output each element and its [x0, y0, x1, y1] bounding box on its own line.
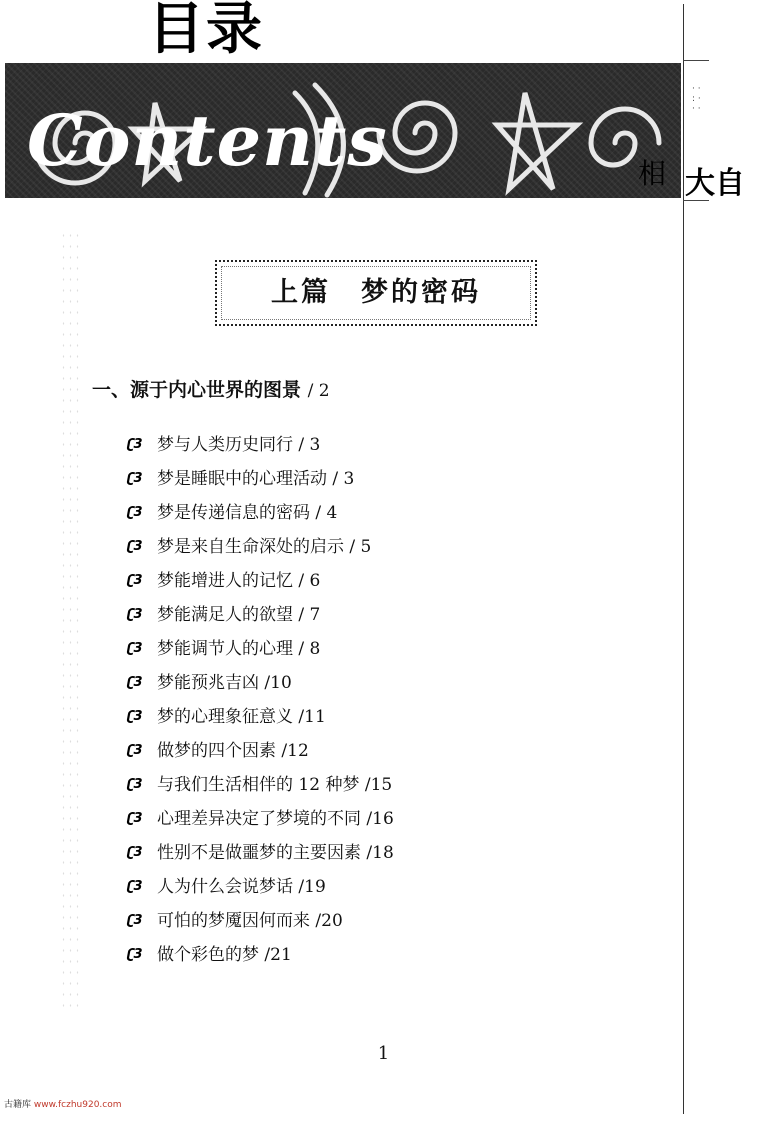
- side-fragment-large: 大自: [685, 166, 745, 201]
- toc-entry-page: / 3: [332, 469, 355, 489]
- toc-entry[interactable]: [127, 802, 394, 836]
- toc-entry-page: /10: [264, 673, 292, 693]
- footer-label: 古籍库: [4, 1100, 32, 1110]
- toc-entry-page: / 7: [298, 605, 321, 625]
- bullet-icon: ʗ3: [127, 437, 142, 452]
- chapter-page: / 2: [307, 381, 330, 401]
- bullet-icon: ʗ3: [127, 913, 142, 928]
- bullet-icon: ʗ3: [127, 845, 142, 860]
- toc-entry[interactable]: [127, 666, 394, 700]
- toc-entry[interactable]: [127, 768, 394, 802]
- toc-entry-title: 梦能预兆吉凶: [157, 673, 259, 693]
- toc-entry[interactable]: [127, 462, 394, 496]
- side-tick: [683, 60, 709, 61]
- toc-entry[interactable]: [127, 428, 394, 462]
- toc-entry-title: 可怕的梦魇因何而来: [157, 911, 310, 931]
- toc-entry-page: /15: [364, 775, 393, 795]
- page-number: 1: [377, 1043, 390, 1064]
- page-title: 目录: [148, 0, 264, 62]
- bullet-icon: ʗ3: [127, 709, 142, 724]
- chapter-heading: [92, 377, 330, 404]
- toc-entry-page: / 3: [298, 435, 321, 455]
- bullet-icon: ʗ3: [127, 811, 142, 826]
- toc-entry-title: 梦是传递信息的密码: [157, 503, 310, 523]
- footer-site: www.fczhu920.com: [33, 1100, 122, 1110]
- toc-entry-page: /21: [264, 945, 292, 965]
- toc-entry[interactable]: [127, 530, 394, 564]
- bullet-icon: ʗ3: [127, 947, 142, 962]
- contents-banner: [5, 63, 681, 198]
- toc-entry-title: 与我们生活相伴的 12 种梦: [157, 775, 360, 795]
- toc-entry-title: 梦是来自生命深处的启示: [157, 537, 344, 557]
- toc-entry[interactable]: [127, 632, 394, 666]
- side-fragment-small: 相: [638, 157, 667, 190]
- toc-entry[interactable]: [127, 870, 394, 904]
- toc-entry[interactable]: [127, 734, 394, 768]
- toc-entry-page: / 5: [349, 537, 372, 557]
- toc-entry-page: /16: [366, 809, 394, 829]
- toc-entry-title: 性别不是做噩梦的主要因素: [157, 843, 361, 863]
- toc-list: [127, 428, 394, 972]
- toc-entry[interactable]: [127, 836, 394, 870]
- contents-banner-word: Contents: [27, 99, 388, 182]
- toc-entry-page: /19: [298, 877, 326, 897]
- toc-entry[interactable]: [127, 700, 394, 734]
- toc-entry-title: 做个彩色的梦: [157, 945, 259, 965]
- toc-entry-page: /18: [366, 843, 394, 863]
- toc-entry-title: 梦与人类历史同行: [157, 435, 293, 455]
- bullet-icon: ʗ3: [127, 539, 142, 554]
- toc-entry-page: /20: [315, 911, 343, 931]
- toc-entry-page: / 8: [298, 639, 321, 659]
- side-specks: · · : · · ·: [692, 84, 701, 114]
- bullet-icon: ʗ3: [127, 505, 142, 520]
- toc-entry-page: / 4: [315, 503, 338, 523]
- bullet-icon: ʗ3: [127, 879, 142, 894]
- toc-entry-title: 心理差异决定了梦境的不同: [157, 809, 361, 829]
- toc-entry[interactable]: [127, 938, 394, 972]
- chapter-title: 一、源于内心世界的图景: [92, 379, 302, 401]
- page-edge-divider: [683, 4, 684, 1114]
- bullet-icon: ʗ3: [127, 641, 142, 656]
- bullet-icon: ʗ3: [127, 675, 142, 690]
- toc-entry-page: / 6: [298, 571, 321, 591]
- toc-entry-page: /11: [298, 707, 326, 727]
- toc-entry[interactable]: [127, 496, 394, 530]
- bullet-icon: ʗ3: [127, 573, 142, 588]
- footer-watermark: [4, 1097, 122, 1110]
- bullet-icon: ʗ3: [127, 471, 142, 486]
- toc-entry-title: 梦能满足人的欲望: [157, 605, 293, 625]
- toc-entry[interactable]: [127, 904, 394, 938]
- toc-entry-page: /12: [281, 741, 309, 761]
- toc-entry-title: 梦能调节人的心理: [157, 639, 293, 659]
- bullet-icon: ʗ3: [127, 607, 142, 622]
- section-title: 上篇 梦的密码: [271, 277, 481, 308]
- toc-entry-title: 梦的心理象征意义: [157, 707, 293, 727]
- bullet-icon: ʗ3: [127, 743, 142, 758]
- scan-specks: [60, 230, 80, 1010]
- star-2: [497, 93, 577, 189]
- toc-entry-title: 梦是睡眠中的心理活动: [157, 469, 327, 489]
- spiral-2: [379, 103, 455, 171]
- toc-entry-title: 做梦的四个因素: [157, 741, 276, 761]
- toc-entry[interactable]: [127, 598, 394, 632]
- bullet-icon: ʗ3: [127, 777, 142, 792]
- toc-entry-title: 人为什么会说梦话: [157, 877, 293, 897]
- toc-entry-title: 梦能增进人的记忆: [157, 571, 293, 591]
- toc-entry[interactable]: [127, 564, 394, 598]
